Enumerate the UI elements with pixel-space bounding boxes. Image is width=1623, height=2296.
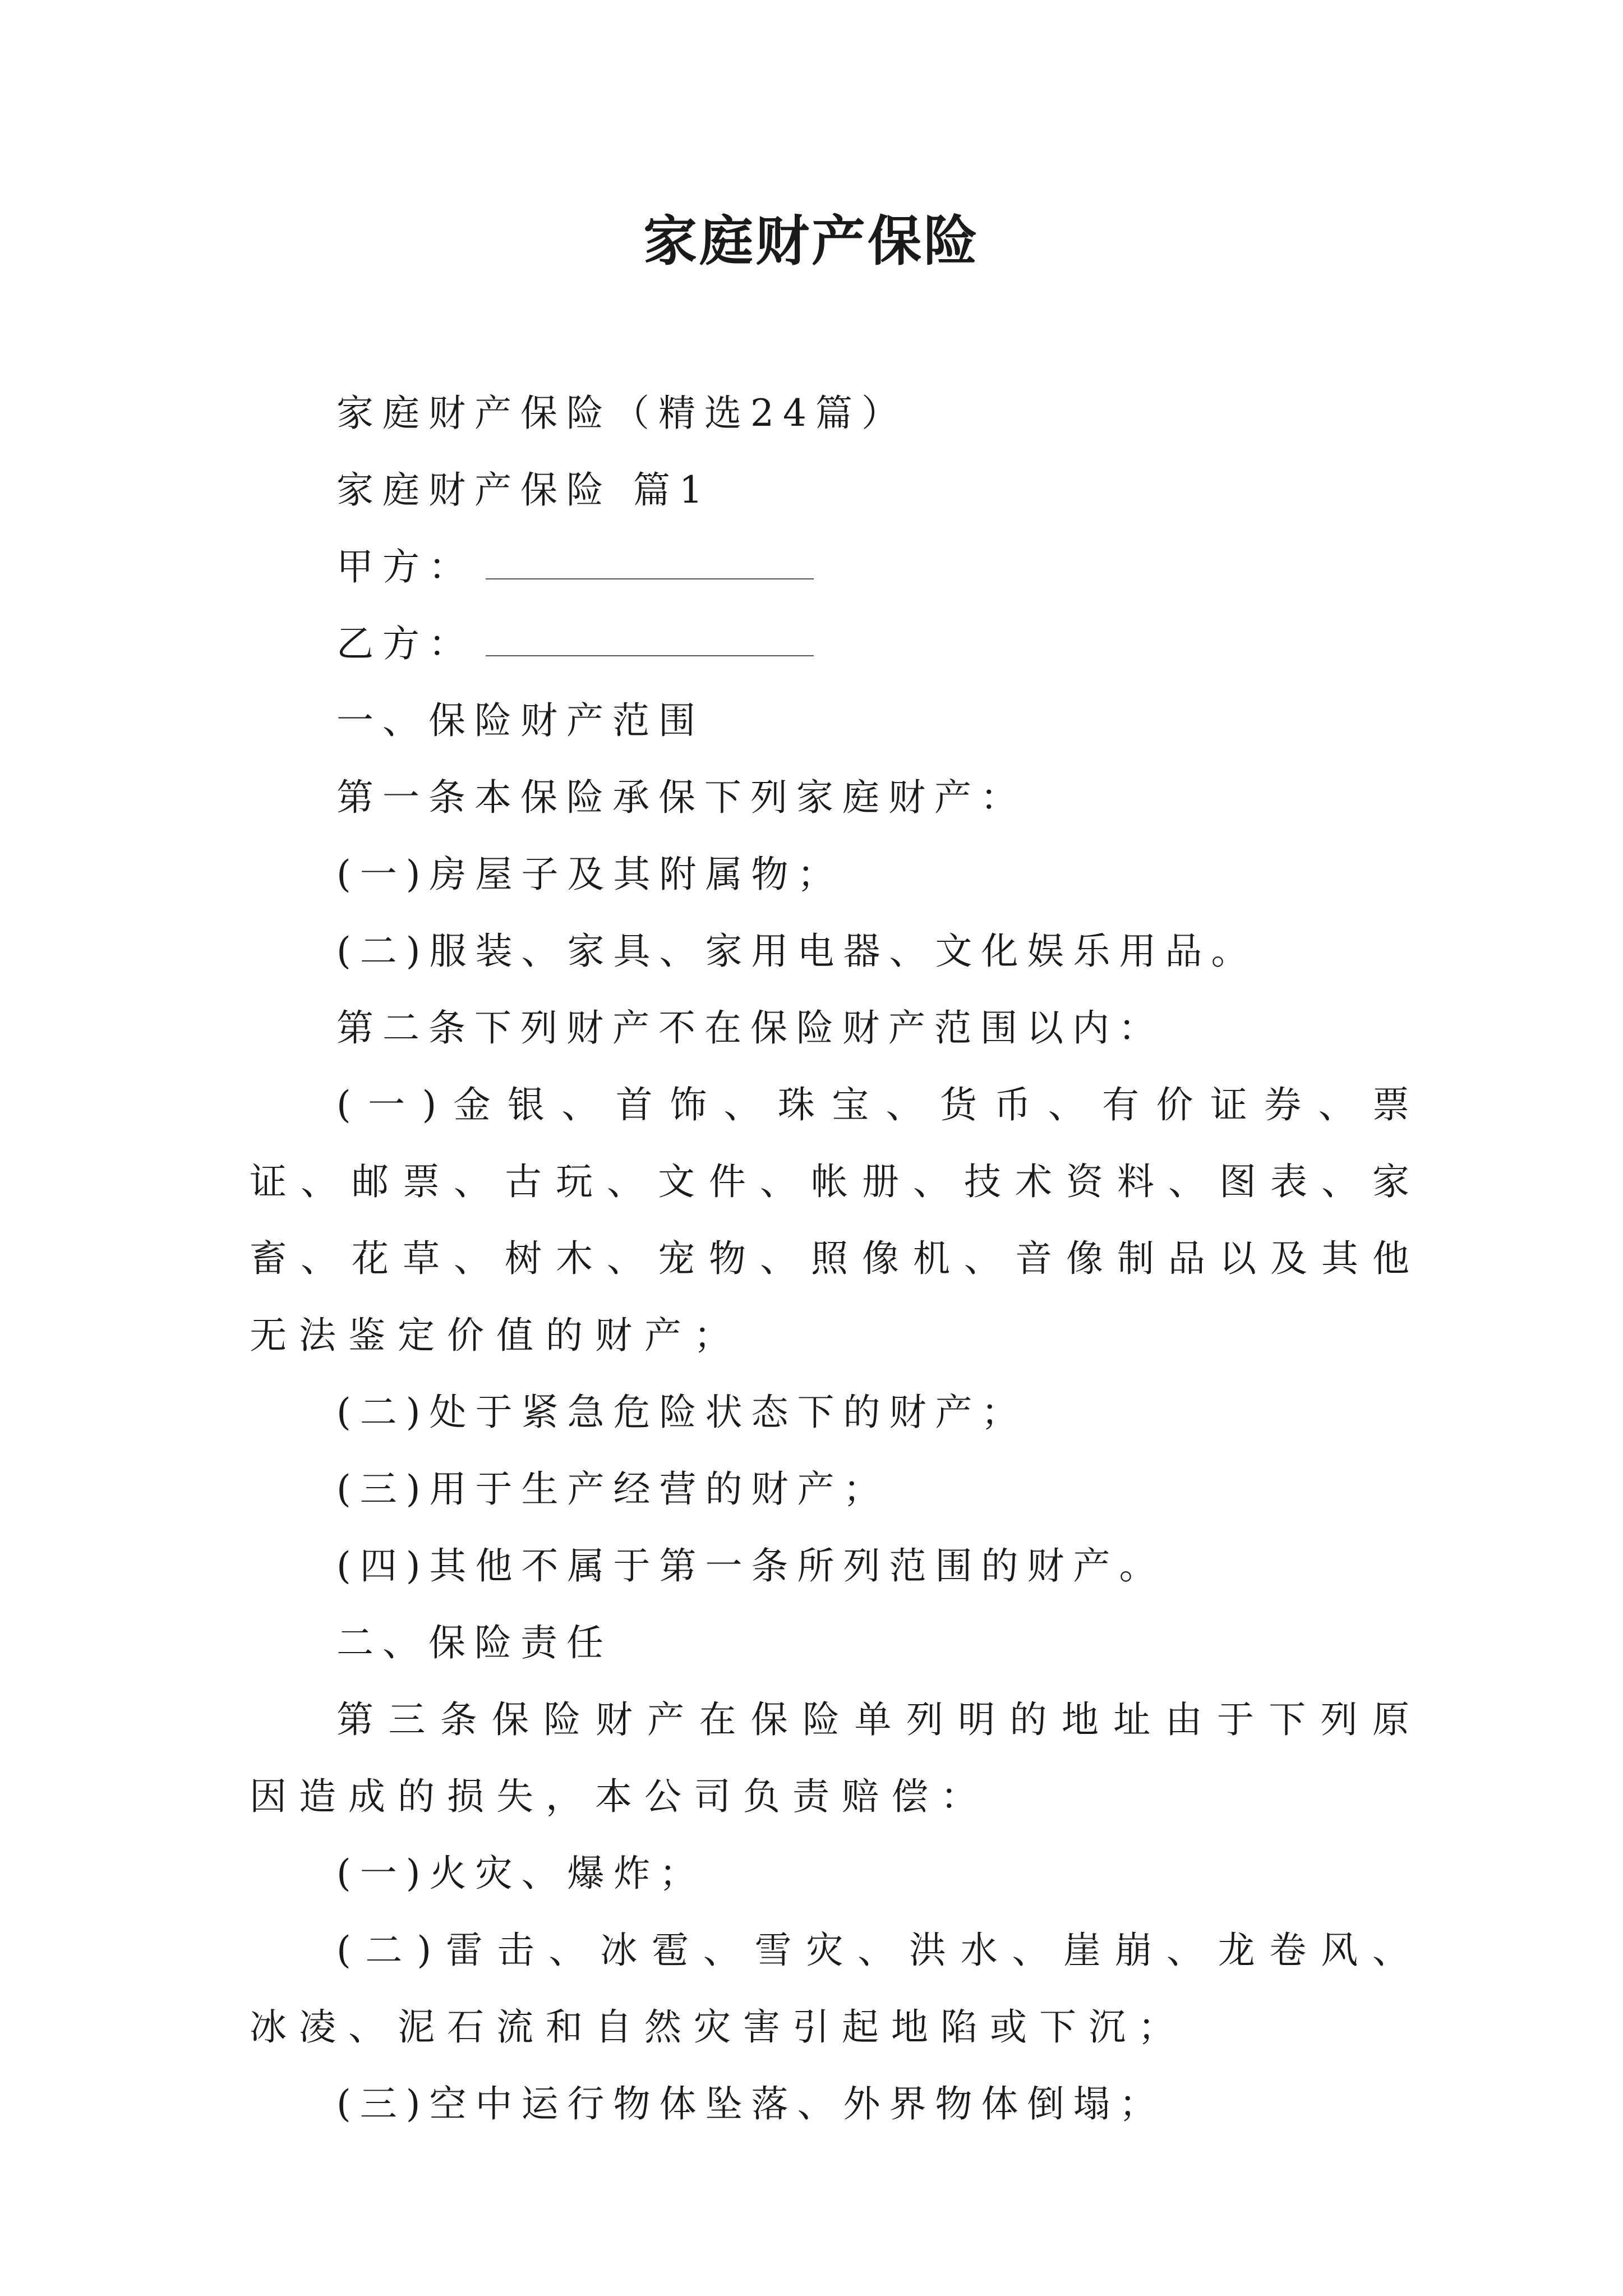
- party-a-label: 甲方：: [336, 545, 474, 588]
- paragraph-item: (一)房屋子及其附属物；: [336, 853, 843, 896]
- paragraph-article-2: 第二条下列财产不在保险财产范围以内：: [336, 1006, 1164, 1050]
- paragraph-heading-1: 一、保险财产范围: [336, 699, 704, 742]
- party-b-line: [250, 605, 1422, 682]
- document-body: [250, 375, 1422, 2142]
- paragraph-item: (四)其他不属于第一条所列范围的财产。: [336, 1544, 1165, 1588]
- paragraph-section-heading: 家庭财产保险 篇1: [336, 468, 712, 512]
- paragraph-item: (二)处于紧急危险状态下的财产；: [336, 1391, 1027, 1434]
- paragraph-item: (一)火灾、爆炸；: [336, 1852, 706, 1895]
- paragraph-item: (二)服装、家具、家用电器、文化娱乐用品。: [336, 930, 1257, 973]
- paragraph-heading-2: 二、保险责任: [336, 1621, 612, 1664]
- party-a-line: [250, 528, 1422, 605]
- document-title: 家庭财产保险: [643, 209, 980, 273]
- paragraph-article-1: 第一条本保险承保下列家庭财产：: [336, 776, 1026, 819]
- paragraph-article-3: 第三条保险财产在保险单列明的地址由于下列原因造成的损失，本公司负责赔偿：: [250, 1698, 1422, 1818]
- paragraph-item-long: (二)雷击、冰雹、雪灾、洪水、崖崩、龙卷风、冰凌、泥石流和自然灾害引起地陷或下沉；: [250, 1929, 1422, 2049]
- paragraph-item: (三)用于生产经营的财产；: [336, 1467, 889, 1511]
- party-b-label: 乙方：: [336, 622, 474, 665]
- party-a-blank: [486, 550, 814, 579]
- paragraph-subtitle: 家庭财产保险（精选24篇）: [336, 392, 907, 435]
- paragraph-item: (三)空中运行物体坠落、外界物体倒塌；: [336, 2082, 1165, 2125]
- party-b-blank: [486, 627, 814, 656]
- paragraph-item-long: (一)金银、首饰、珠宝、货币、有价证券、票证、邮票、古玩、文件、帐册、技术资料、图表、家畜、花草、树木、宠物、照像机、音像制品以及其他无法鉴定价值的财产；: [250, 1083, 1422, 1357]
